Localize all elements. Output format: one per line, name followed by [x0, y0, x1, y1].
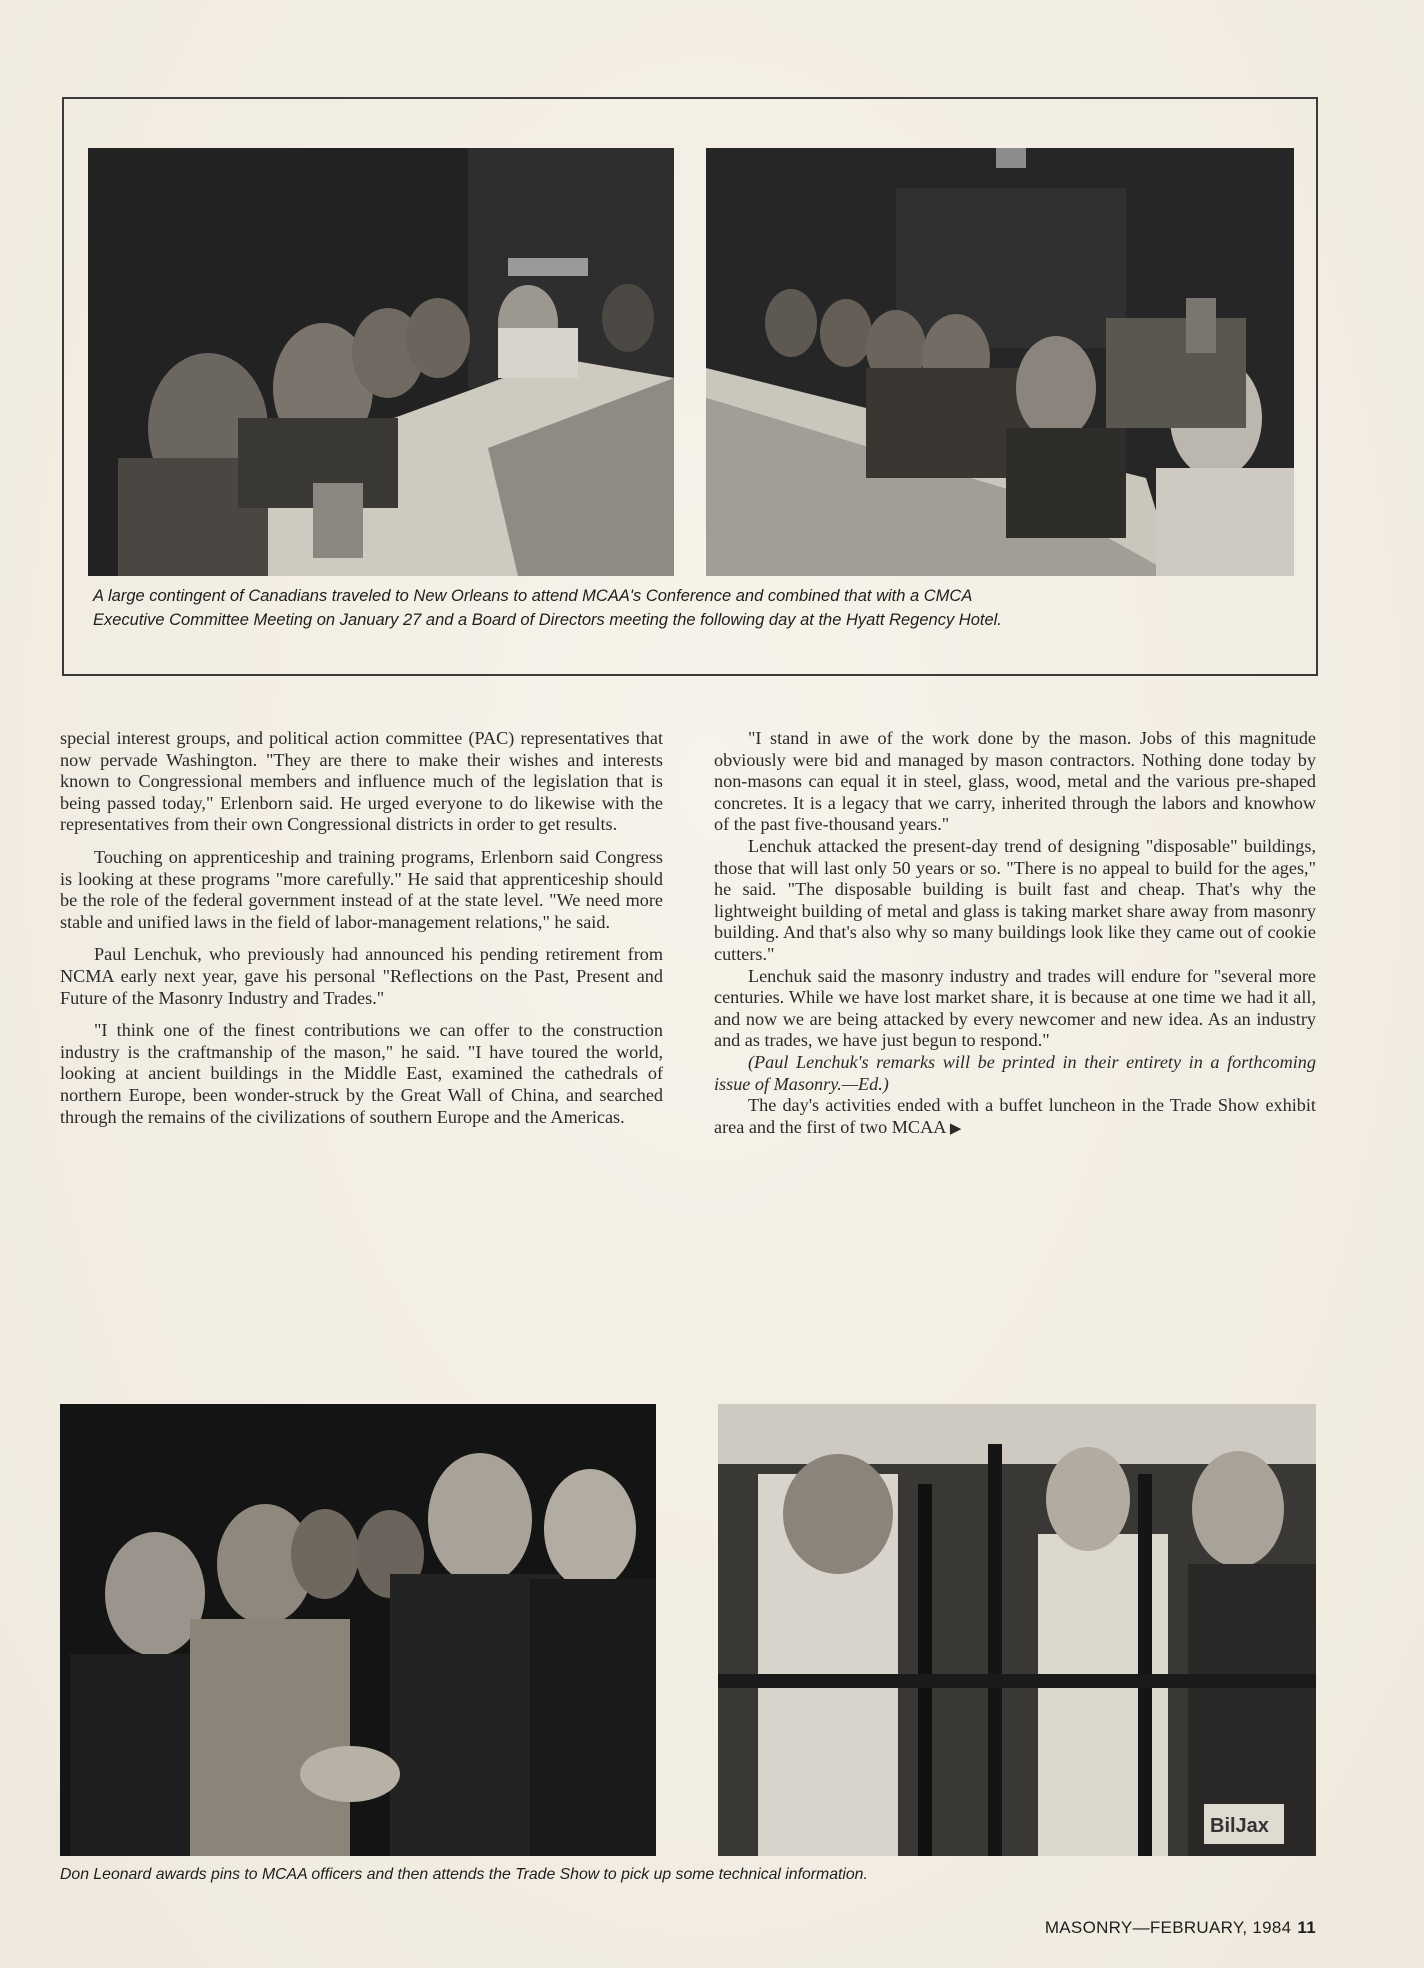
right-paragraph-1: "I stand in awe of the work done by the mason. Jobs of this magnitude obviously were bid and managed by mason contractors. Nothing done today by non-masons can equal it in steel, glass, wood, metal and the various pre-shaped concretes. It is a legacy that we carry, inherited through the labors and knowhow of the past five-thousand years." — [714, 728, 1316, 835]
right-paragraph-5 — [714, 1095, 1316, 1139]
photo-canadian-delegation-left — [88, 148, 674, 576]
article-column-right — [714, 728, 1316, 1139]
top-caption-line-1: A large contingent of Canadians traveled to New Orleans to attend MCAA's Conference and combined that with a CMCA — [93, 587, 973, 605]
photo-canadian-delegation-right — [706, 148, 1294, 576]
photo-canadian-delegation-left-image — [88, 148, 674, 576]
continued-arrow-icon: ▶ — [949, 1118, 962, 1137]
article-column-left — [60, 728, 663, 1139]
photo-award-pins — [60, 1404, 656, 1856]
right-paragraph-5-text: The day's activities ended with a buffet luncheon in the Trade Show exhibit area and the first of two MCAA — [714, 1095, 1316, 1137]
top-photo-caption — [93, 584, 1293, 632]
bottom-photo-caption: Don Leonard awards pins to MCAA officers and then attends the Trade Show to pick up some technical information. — [60, 1866, 868, 1883]
photo-award-pins-image — [60, 1404, 656, 1856]
right-paragraph-2: Lenchuk attacked the present-day trend of designing "disposable" buildings, those that will last only 50 years or so. "There is no appeal to build for the ages," he said. "The disposable building is built fast and cheap. That's why the lightweight building of metal and glass is taking market share away from masonry building. And that's also why so many buildings look like they came out of cookie cutters." — [714, 835, 1316, 964]
left-paragraph-4: "I think one of the finest contributions we can offer to the construction industry is the craftmanship of the mason," he said. "I have toured the world, looking at ancient buildings in the Middle East, examined the cathedrals of northern Europe, been wonder-struck by the Great Wall of China, and searched through the remains of the civilizations of southern Europe and the Americas. — [60, 1020, 663, 1127]
scaffold-brand-sign: BilJax — [1210, 1815, 1269, 1837]
left-paragraph-1: special interest groups, and political action committee (PAC) representatives that now pervade Washington. "They are there to make their wishes and interests known to Congressional members and influence much of the legislation that is being passed today," Erlenborn said. He urged everyone to do likewise with the representatives from their own Congressional districts in order to get results. — [60, 728, 663, 835]
left-paragraph-2: Touching on apprenticeship and training programs, Erlenborn said Congress is looking at these programs "more carefully." He said that apprenticeship should be the role of the federal government instead of at the state level. "We need more stable and unified laws in the field of labor-management relations," he said. — [60, 846, 663, 932]
running-head: MASONRY—FEBRUARY, 1984 — [1044, 1918, 1292, 1937]
photo-canadian-delegation-right-image — [706, 148, 1294, 576]
top-caption-line-2: Executive Committee Meeting on January 27 and a Board of Directors meeting the following day at the Hyatt Regency Hotel. — [93, 611, 1002, 629]
photo-trade-show-image — [718, 1404, 1316, 1856]
right-paragraph-4 — [714, 1052, 1316, 1095]
page-folio — [1045, 1918, 1316, 1938]
editor-note: (Paul Lenchuk's remarks will be printed in their entirety in a forthcoming issue of Masonry.—Ed.) — [714, 1051, 1316, 1094]
right-paragraph-3: Lenchuk said the masonry industry and trades will endure for "several more centuries. While we have lost market share, it is because at one time we had it all, and now we are being attacked by every newcomer and new idea. As an industry and as trades, we have just begun to respond." — [714, 965, 1316, 1051]
page-number: 11 — [1297, 1918, 1316, 1937]
left-paragraph-3: Paul Lenchuk, who previously had announced his pending retirement from NCMA early next year, gave his personal "Reflections on the Past, Present and Future of the Masonry Industry and Trades." — [60, 944, 663, 1008]
photo-trade-show — [718, 1404, 1316, 1856]
